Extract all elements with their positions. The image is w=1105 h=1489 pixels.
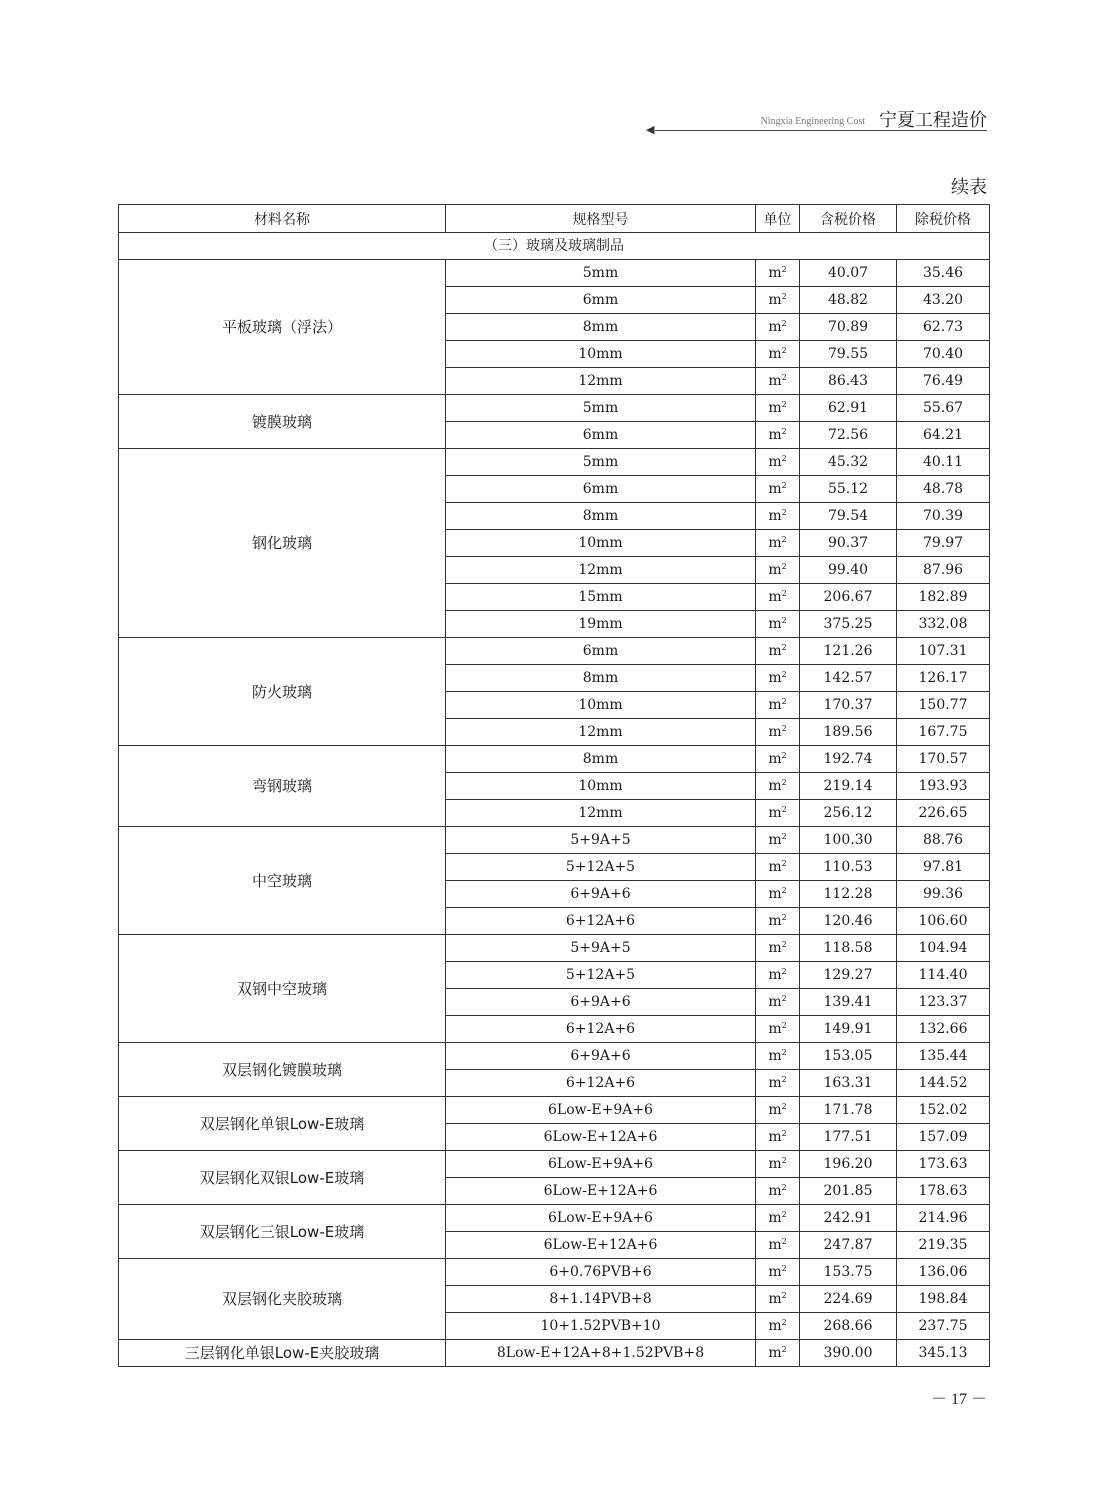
price-with-tax-cell: 149.91 (800, 1016, 897, 1043)
unit-exponent: 2 (781, 400, 787, 409)
unit-exponent: 2 (781, 913, 787, 922)
unit-base: m (768, 967, 782, 983)
continued-label: 续表 (951, 177, 987, 198)
unit-cell (756, 449, 800, 476)
unit-base: m (768, 454, 782, 470)
price-without-tax-cell: 152.02 (897, 1097, 990, 1124)
unit-base: m (768, 1318, 782, 1334)
price-without-tax-cell: 35.46 (897, 260, 990, 287)
unit-cell (756, 476, 800, 503)
unit-cell (756, 611, 800, 638)
price-with-tax-cell: 224.69 (800, 1286, 897, 1313)
unit-base: m (768, 535, 782, 551)
unit-exponent: 2 (781, 670, 787, 679)
price-with-tax-cell: 112.28 (800, 881, 897, 908)
price-with-tax-cell: 121.26 (800, 638, 897, 665)
unit-exponent: 2 (781, 562, 787, 571)
unit-base: m (768, 832, 782, 848)
unit-exponent: 2 (781, 535, 787, 544)
col-header-price-without-tax: 除税价格 (897, 205, 990, 233)
unit-exponent: 2 (781, 778, 787, 787)
table-row (119, 1097, 990, 1124)
unit-cell (756, 638, 800, 665)
price-without-tax-cell: 193.93 (897, 773, 990, 800)
spec-cell: 10mm (446, 530, 756, 557)
price-with-tax-cell: 79.54 (800, 503, 897, 530)
unit-cell (756, 1205, 800, 1232)
unit-base: m (768, 292, 782, 308)
material-name-cell: 三层钢化单银Low-E夹胶玻璃 (119, 1340, 446, 1367)
material-name-cell: 双层钢化夹胶玻璃 (119, 1259, 446, 1340)
unit-cell (756, 1016, 800, 1043)
unit-exponent: 2 (781, 940, 787, 949)
price-with-tax-cell: 201.85 (800, 1178, 897, 1205)
spec-cell: 6Low-E+9A+6 (446, 1205, 756, 1232)
spec-cell: 6+9A+6 (446, 1043, 756, 1070)
table-row (119, 638, 990, 665)
price-without-tax-cell: 345.13 (897, 1340, 990, 1367)
unit-exponent: 2 (781, 481, 787, 490)
unit-base: m (768, 373, 782, 389)
price-with-tax-cell: 99.40 (800, 557, 897, 584)
table-row (119, 827, 990, 854)
price-with-tax-cell: 120.46 (800, 908, 897, 935)
spec-cell: 10+1.52PVB+10 (446, 1313, 756, 1340)
price-without-tax-cell: 87.96 (897, 557, 990, 584)
spec-cell: 6+9A+6 (446, 881, 756, 908)
price-with-tax-cell: 55.12 (800, 476, 897, 503)
unit-exponent: 2 (781, 1210, 787, 1219)
table-row (119, 1043, 990, 1070)
price-with-tax-cell: 90.37 (800, 530, 897, 557)
material-name-cell: 钢化玻璃 (119, 449, 446, 638)
price-without-tax-cell: 178.63 (897, 1178, 990, 1205)
price-with-tax-cell: 118.58 (800, 935, 897, 962)
unit-base: m (768, 751, 782, 767)
material-name-cell: 弯钢玻璃 (119, 746, 446, 827)
spec-cell: 10mm (446, 341, 756, 368)
spec-cell: 15mm (446, 584, 756, 611)
spec-cell: 5+12A+5 (446, 854, 756, 881)
price-with-tax-cell: 196.20 (800, 1151, 897, 1178)
price-without-tax-cell: 198.84 (897, 1286, 990, 1313)
unit-base: m (768, 805, 782, 821)
price-with-tax-cell: 153.05 (800, 1043, 897, 1070)
unit-base: m (768, 778, 782, 794)
price-with-tax-cell: 110.53 (800, 854, 897, 881)
unit-exponent: 2 (781, 859, 787, 868)
table-row (119, 395, 990, 422)
table-row (119, 260, 990, 287)
unit-base: m (768, 346, 782, 362)
unit-base: m (768, 1291, 782, 1307)
unit-cell (756, 260, 800, 287)
price-without-tax-cell: 182.89 (897, 584, 990, 611)
spec-cell: 5+9A+5 (446, 935, 756, 962)
price-with-tax-cell: 72.56 (800, 422, 897, 449)
price-without-tax-cell: 40.11 (897, 449, 990, 476)
unit-cell (756, 341, 800, 368)
material-name-cell: 防火玻璃 (119, 638, 446, 746)
unit-cell (756, 1232, 800, 1259)
unit-base: m (768, 427, 782, 443)
unit-base: m (768, 1183, 782, 1199)
price-without-tax-cell: 237.75 (897, 1313, 990, 1340)
price-with-tax-cell: 170.37 (800, 692, 897, 719)
unit-exponent: 2 (781, 751, 787, 760)
price-with-tax-cell: 100.30 (800, 827, 897, 854)
unit-exponent: 2 (781, 832, 787, 841)
section-row (119, 233, 990, 260)
material-name-cell: 双层钢化三银Low-E玻璃 (119, 1205, 446, 1259)
unit-cell (756, 557, 800, 584)
unit-cell (756, 503, 800, 530)
table-row (119, 1151, 990, 1178)
col-header-spec: 规格型号 (446, 205, 756, 233)
spec-cell: 6Low-E+12A+6 (446, 1178, 756, 1205)
price-without-tax-cell: 43.20 (897, 287, 990, 314)
price-without-tax-cell: 104.94 (897, 935, 990, 962)
unit-base: m (768, 1048, 782, 1064)
unit-cell (756, 1070, 800, 1097)
unit-exponent: 2 (781, 616, 787, 625)
unit-base: m (768, 994, 782, 1010)
materials-price-table (118, 204, 990, 1367)
unit-cell (756, 1178, 800, 1205)
price-without-tax-cell: 332.08 (897, 611, 990, 638)
unit-base: m (768, 1264, 782, 1280)
unit-base: m (768, 670, 782, 686)
unit-cell (756, 692, 800, 719)
price-with-tax-cell: 48.82 (800, 287, 897, 314)
table-row (119, 935, 990, 962)
unit-cell (756, 800, 800, 827)
header-english-title: Ningxia Engineering Cost (760, 116, 865, 127)
unit-exponent: 2 (781, 1075, 787, 1084)
running-header (0, 100, 1105, 140)
unit-exponent: 2 (781, 994, 787, 1003)
spec-cell: 10mm (446, 773, 756, 800)
material-name-cell: 双层钢化单银Low-E玻璃 (119, 1097, 446, 1151)
spec-cell: 6mm (446, 638, 756, 665)
spec-cell: 6+0.76PVB+6 (446, 1259, 756, 1286)
price-without-tax-cell: 55.67 (897, 395, 990, 422)
price-without-tax-cell: 106.60 (897, 908, 990, 935)
material-name-cell: 镀膜玻璃 (119, 395, 446, 449)
price-with-tax-cell: 256.12 (800, 800, 897, 827)
header-chinese-title: 宁夏工程造价 (879, 110, 987, 131)
unit-base: m (768, 724, 782, 740)
price-without-tax-cell: 97.81 (897, 854, 990, 881)
unit-cell (756, 881, 800, 908)
price-without-tax-cell: 64.21 (897, 422, 990, 449)
price-without-tax-cell: 76.49 (897, 368, 990, 395)
price-with-tax-cell: 163.31 (800, 1070, 897, 1097)
price-without-tax-cell: 173.63 (897, 1151, 990, 1178)
material-name-cell: 双层钢化镀膜玻璃 (119, 1043, 446, 1097)
unit-base: m (768, 643, 782, 659)
unit-base: m (768, 319, 782, 335)
unit-base: m (768, 886, 782, 902)
unit-exponent: 2 (781, 427, 787, 436)
unit-exponent: 2 (781, 805, 787, 814)
unit-base: m (768, 616, 782, 632)
price-without-tax-cell: 157.09 (897, 1124, 990, 1151)
price-with-tax-cell: 86.43 (800, 368, 897, 395)
unit-base: m (768, 697, 782, 713)
price-without-tax-cell: 170.57 (897, 746, 990, 773)
unit-cell (756, 1124, 800, 1151)
unit-base: m (768, 1075, 782, 1091)
price-with-tax-cell: 242.91 (800, 1205, 897, 1232)
spec-cell: 6Low-E+12A+6 (446, 1232, 756, 1259)
unit-exponent: 2 (781, 886, 787, 895)
material-name-cell: 双钢中空玻璃 (119, 935, 446, 1043)
unit-exponent: 2 (781, 292, 787, 301)
spec-cell: 6+12A+6 (446, 908, 756, 935)
unit-base: m (768, 1237, 782, 1253)
price-with-tax-cell: 142.57 (800, 665, 897, 692)
unit-base: m (768, 1156, 782, 1172)
unit-cell (756, 773, 800, 800)
spec-cell: 8+1.14PVB+8 (446, 1286, 756, 1313)
section-title: （三）玻璃及玻璃制品 (119, 233, 990, 260)
price-without-tax-cell: 70.39 (897, 503, 990, 530)
spec-cell: 8mm (446, 503, 756, 530)
price-with-tax-cell: 268.66 (800, 1313, 897, 1340)
material-name-cell: 中空玻璃 (119, 827, 446, 935)
unit-base: m (768, 265, 782, 281)
price-without-tax-cell: 79.97 (897, 530, 990, 557)
unit-cell (756, 395, 800, 422)
unit-exponent: 2 (781, 1264, 787, 1273)
table-row (119, 1259, 990, 1286)
price-without-tax-cell: 123.37 (897, 989, 990, 1016)
table-row (119, 746, 990, 773)
unit-exponent: 2 (781, 1048, 787, 1057)
price-without-tax-cell: 135.44 (897, 1043, 990, 1070)
unit-base: m (768, 1210, 782, 1226)
price-without-tax-cell: 126.17 (897, 665, 990, 692)
unit-cell (756, 962, 800, 989)
unit-cell (756, 827, 800, 854)
unit-exponent: 2 (781, 589, 787, 598)
unit-base: m (768, 859, 782, 875)
table-header-row (119, 205, 990, 233)
price-with-tax-cell: 177.51 (800, 1124, 897, 1151)
price-without-tax-cell: 167.75 (897, 719, 990, 746)
unit-cell (756, 665, 800, 692)
unit-base: m (768, 1345, 782, 1361)
table-row (119, 449, 990, 476)
price-with-tax-cell: 70.89 (800, 314, 897, 341)
spec-cell: 6Low-E+9A+6 (446, 1097, 756, 1124)
unit-cell (756, 1286, 800, 1313)
spec-cell: 5mm (446, 395, 756, 422)
unit-cell (756, 314, 800, 341)
price-with-tax-cell: 45.32 (800, 449, 897, 476)
spec-cell: 5+12A+5 (446, 962, 756, 989)
page-number: － 17 － (930, 1391, 987, 1408)
price-without-tax-cell: 114.40 (897, 962, 990, 989)
price-with-tax-cell: 79.55 (800, 341, 897, 368)
unit-cell (756, 719, 800, 746)
spec-cell: 8mm (446, 746, 756, 773)
price-without-tax-cell: 219.35 (897, 1232, 990, 1259)
spec-cell: 6+12A+6 (446, 1016, 756, 1043)
unit-exponent: 2 (781, 1237, 787, 1246)
unit-cell (756, 1340, 800, 1367)
spec-cell: 5mm (446, 260, 756, 287)
unit-cell (756, 908, 800, 935)
spec-cell: 5+9A+5 (446, 827, 756, 854)
price-with-tax-cell: 62.91 (800, 395, 897, 422)
price-with-tax-cell: 219.14 (800, 773, 897, 800)
price-without-tax-cell: 132.66 (897, 1016, 990, 1043)
spec-cell: 10mm (446, 692, 756, 719)
unit-cell (756, 422, 800, 449)
price-with-tax-cell: 153.75 (800, 1259, 897, 1286)
price-without-tax-cell: 70.40 (897, 341, 990, 368)
unit-cell (756, 1043, 800, 1070)
unit-base: m (768, 508, 782, 524)
spec-cell: 8Low-E+12A+8+1.52PVB+8 (446, 1340, 756, 1367)
price-with-tax-cell: 171.78 (800, 1097, 897, 1124)
unit-exponent: 2 (781, 1318, 787, 1327)
material-name-cell: 双层钢化双银Low-E玻璃 (119, 1151, 446, 1205)
unit-cell (756, 287, 800, 314)
price-without-tax-cell: 62.73 (897, 314, 990, 341)
unit-cell (756, 584, 800, 611)
unit-exponent: 2 (781, 967, 787, 976)
unit-exponent: 2 (781, 697, 787, 706)
spec-cell: 19mm (446, 611, 756, 638)
spec-cell: 12mm (446, 800, 756, 827)
unit-cell (756, 1313, 800, 1340)
price-without-tax-cell: 150.77 (897, 692, 990, 719)
price-without-tax-cell: 214.96 (897, 1205, 990, 1232)
unit-exponent: 2 (781, 373, 787, 382)
spec-cell: 12mm (446, 368, 756, 395)
unit-exponent: 2 (781, 454, 787, 463)
price-with-tax-cell: 206.67 (800, 584, 897, 611)
price-with-tax-cell: 375.25 (800, 611, 897, 638)
unit-base: m (768, 1102, 782, 1118)
col-header-price-with-tax: 含税价格 (800, 205, 897, 233)
col-header-unit: 单位 (756, 205, 800, 233)
price-without-tax-cell: 226.65 (897, 800, 990, 827)
unit-cell (756, 935, 800, 962)
unit-base: m (768, 562, 782, 578)
spec-cell: 6Low-E+12A+6 (446, 1124, 756, 1151)
unit-exponent: 2 (781, 1345, 787, 1354)
price-without-tax-cell: 88.76 (897, 827, 990, 854)
spec-cell: 6Low-E+9A+6 (446, 1151, 756, 1178)
unit-base: m (768, 940, 782, 956)
price-without-tax-cell: 136.06 (897, 1259, 990, 1286)
unit-cell (756, 1097, 800, 1124)
unit-cell (756, 1151, 800, 1178)
unit-exponent: 2 (781, 724, 787, 733)
unit-base: m (768, 400, 782, 416)
spec-cell: 8mm (446, 314, 756, 341)
unit-exponent: 2 (781, 508, 787, 517)
unit-exponent: 2 (781, 346, 787, 355)
unit-exponent: 2 (781, 643, 787, 652)
unit-exponent: 2 (781, 1183, 787, 1192)
spec-cell: 6mm (446, 422, 756, 449)
unit-cell (756, 746, 800, 773)
unit-base: m (768, 1021, 782, 1037)
price-with-tax-cell: 390.00 (800, 1340, 897, 1367)
unit-cell (756, 530, 800, 557)
unit-exponent: 2 (781, 1291, 787, 1300)
price-without-tax-cell: 107.31 (897, 638, 990, 665)
unit-base: m (768, 589, 782, 605)
price-without-tax-cell: 99.36 (897, 881, 990, 908)
unit-exponent: 2 (781, 1129, 787, 1138)
price-with-tax-cell: 189.56 (800, 719, 897, 746)
arrow-left-icon: ◀ (646, 123, 655, 136)
spec-cell: 6mm (446, 476, 756, 503)
spec-cell: 8mm (446, 665, 756, 692)
table-row (119, 1340, 990, 1367)
unit-cell (756, 854, 800, 881)
price-with-tax-cell: 192.74 (800, 746, 897, 773)
spec-cell: 5mm (446, 449, 756, 476)
spec-cell: 6+9A+6 (446, 989, 756, 1016)
spec-cell: 6mm (446, 287, 756, 314)
spec-cell: 12mm (446, 557, 756, 584)
table-row (119, 1205, 990, 1232)
unit-exponent: 2 (781, 1102, 787, 1111)
unit-cell (756, 1259, 800, 1286)
material-name-cell: 平板玻璃（浮法） (119, 260, 446, 395)
unit-exponent: 2 (781, 319, 787, 328)
price-with-tax-cell: 40.07 (800, 260, 897, 287)
unit-exponent: 2 (781, 1156, 787, 1165)
price-with-tax-cell: 139.41 (800, 989, 897, 1016)
price-with-tax-cell: 129.27 (800, 962, 897, 989)
unit-base: m (768, 913, 782, 929)
col-header-material-name: 材料名称 (119, 205, 446, 233)
unit-cell (756, 368, 800, 395)
price-without-tax-cell: 48.78 (897, 476, 990, 503)
price-without-tax-cell: 144.52 (897, 1070, 990, 1097)
spec-cell: 6+12A+6 (446, 1070, 756, 1097)
unit-exponent: 2 (781, 265, 787, 274)
price-with-tax-cell: 247.87 (800, 1232, 897, 1259)
unit-base: m (768, 481, 782, 497)
unit-exponent: 2 (781, 1021, 787, 1030)
unit-base: m (768, 1129, 782, 1145)
spec-cell: 12mm (446, 719, 756, 746)
unit-cell (756, 989, 800, 1016)
